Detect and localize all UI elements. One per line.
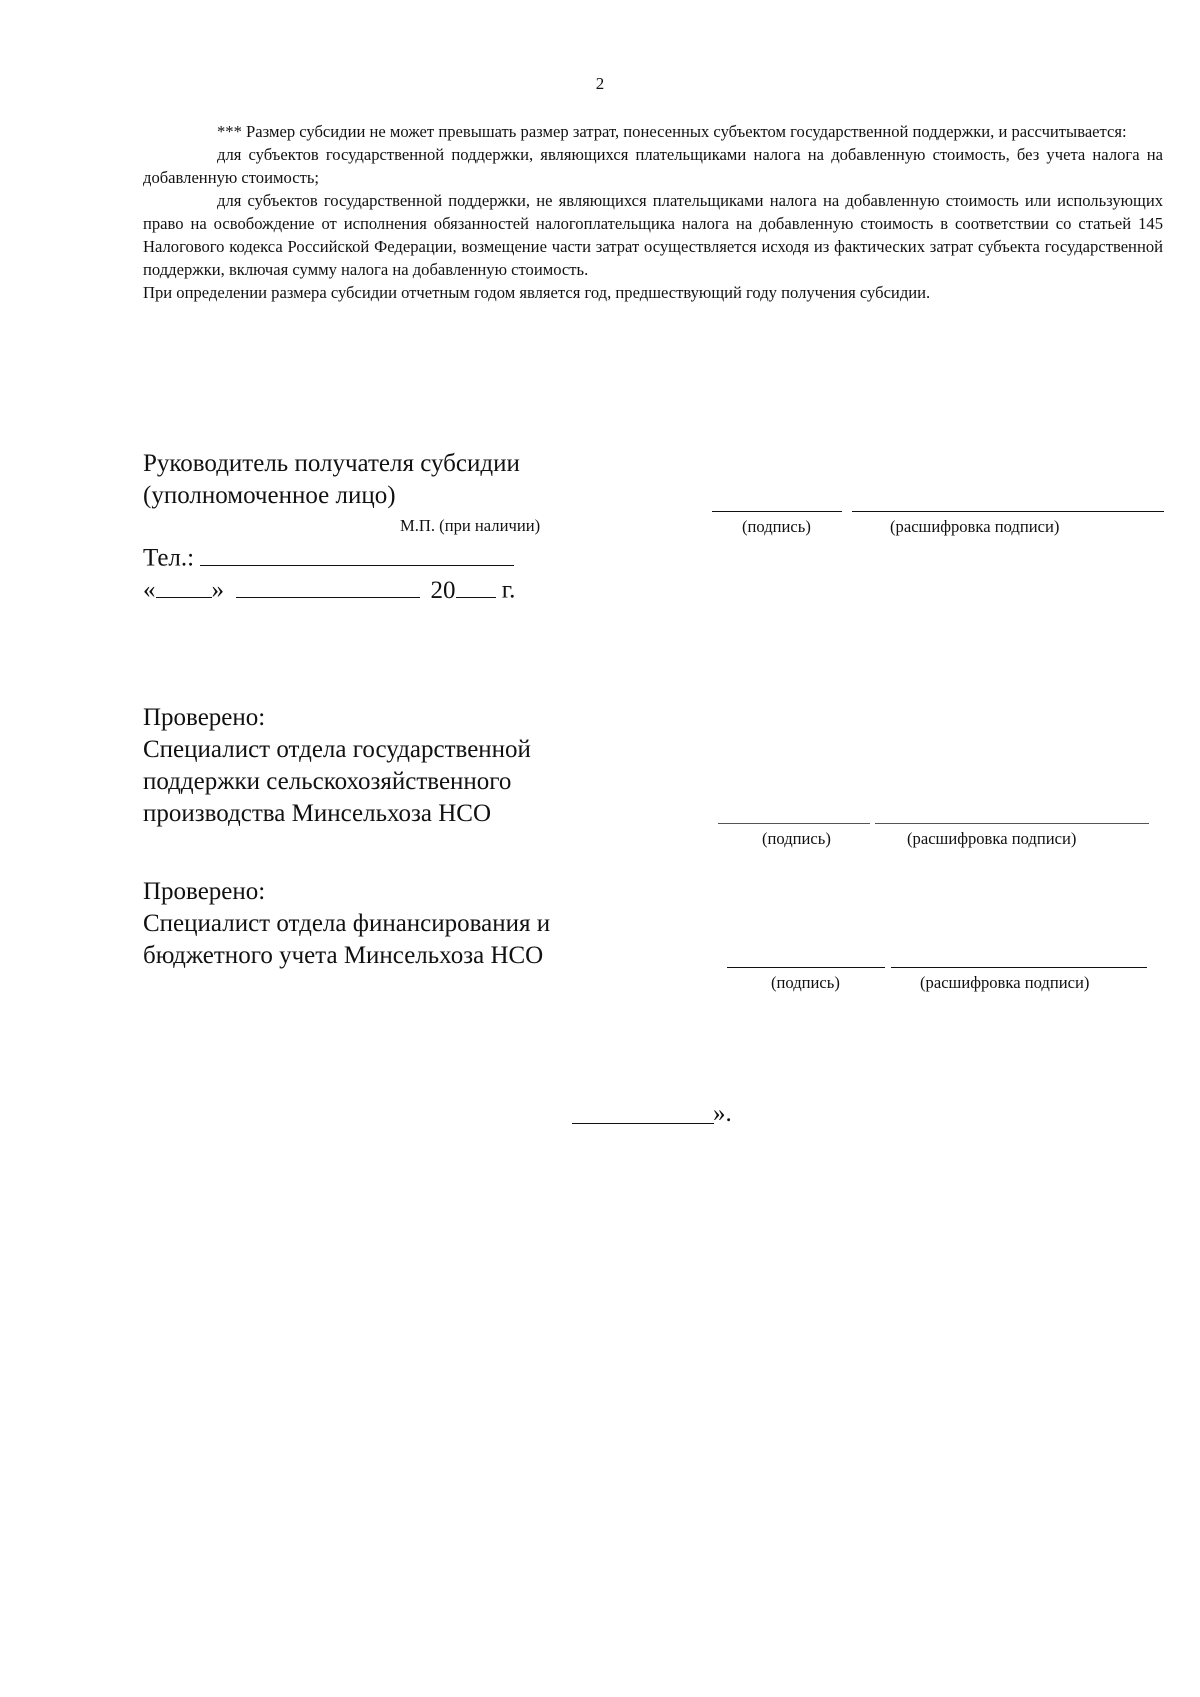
check2-decode-line[interactable] [891, 967, 1147, 968]
check2-line1: Специалист отдела финансирования и [143, 910, 551, 937]
check2-signature-label: (подпись) [771, 973, 840, 992]
check1-line2: поддержки сельскохозяйственного [143, 768, 512, 795]
date-year-prefix: 20 [430, 576, 456, 604]
closing-line [572, 1123, 714, 1124]
check1-decode-label: (расшифровка подписи) [907, 829, 1077, 848]
footnote-paragraph: для субъектов государственной поддержки, являющихся плательщиками налога на добавленную стоимость, без учета налога на добавленную стоимость; [143, 145, 1163, 187]
date-day-field[interactable] [156, 574, 212, 598]
check2-line2: бюджетного учета Минсельхоза НСО [143, 942, 544, 969]
phone-label: Тел.: [143, 544, 195, 572]
check2-signature-line[interactable] [727, 967, 885, 968]
footnote-paragraph: для субъектов государственной поддержки, не являющихся плательщиками налога на добавленную стоимость или использующих право на освобождение от исполнения обязанностей налогоплательщика налога на добавленную стоимость в соответствии со статьей 145 Налогового кодекса Российской Федерации, возмещение части затрат осуществляется исходя из фактических затрат субъекта государственной поддержки, включая сумму налога на добавленную стоимость. [143, 191, 1163, 279]
date-close-quote: » [211, 576, 224, 604]
page-number: 2 [595, 74, 605, 93]
check1-line1: Специалист отдела государственной [143, 736, 531, 763]
date-year-field[interactable] [456, 574, 496, 598]
check1-signature-line[interactable] [718, 823, 870, 824]
footnote-paragraph: *** Размер субсидии не может превышать размер затрат, понесенных субъектом государственной поддержки, и рассчитывается: [217, 122, 1127, 141]
phone-field[interactable] [200, 542, 514, 566]
check1-title: Проверено: [143, 704, 266, 731]
head-decode-line[interactable] [852, 511, 1164, 512]
head-title-line2: (уполномоченное лицо) [143, 482, 396, 509]
head-signature-line[interactable] [712, 511, 842, 512]
date-open-quote: « [143, 576, 156, 604]
stamp-label: М.П. (при наличии) [400, 516, 541, 535]
head-decode-label: (расшифровка подписи) [890, 517, 1060, 536]
date-year-suffix: г. [501, 576, 516, 604]
footnote-paragraph: При определении размера субсидии отчетным годом является год, предшествующий году получения субсидии. [143, 283, 931, 302]
footnote-block [143, 120, 1163, 304]
date-row [143, 574, 515, 607]
check2-decode-label: (расшифровка подписи) [920, 973, 1090, 992]
check2-title: Проверено: [143, 878, 266, 905]
check1-line3: производства Минсельхоза НСО [143, 800, 492, 827]
check1-signature-label: (подпись) [762, 829, 831, 848]
head-signature-label: (подпись) [742, 517, 811, 536]
head-title-line1: Руководитель получателя субсидии [143, 450, 520, 477]
date-month-field[interactable] [236, 574, 420, 598]
phone-row [143, 542, 514, 575]
closing-mark: ». [713, 1100, 732, 1127]
check1-decode-line[interactable] [875, 823, 1149, 824]
